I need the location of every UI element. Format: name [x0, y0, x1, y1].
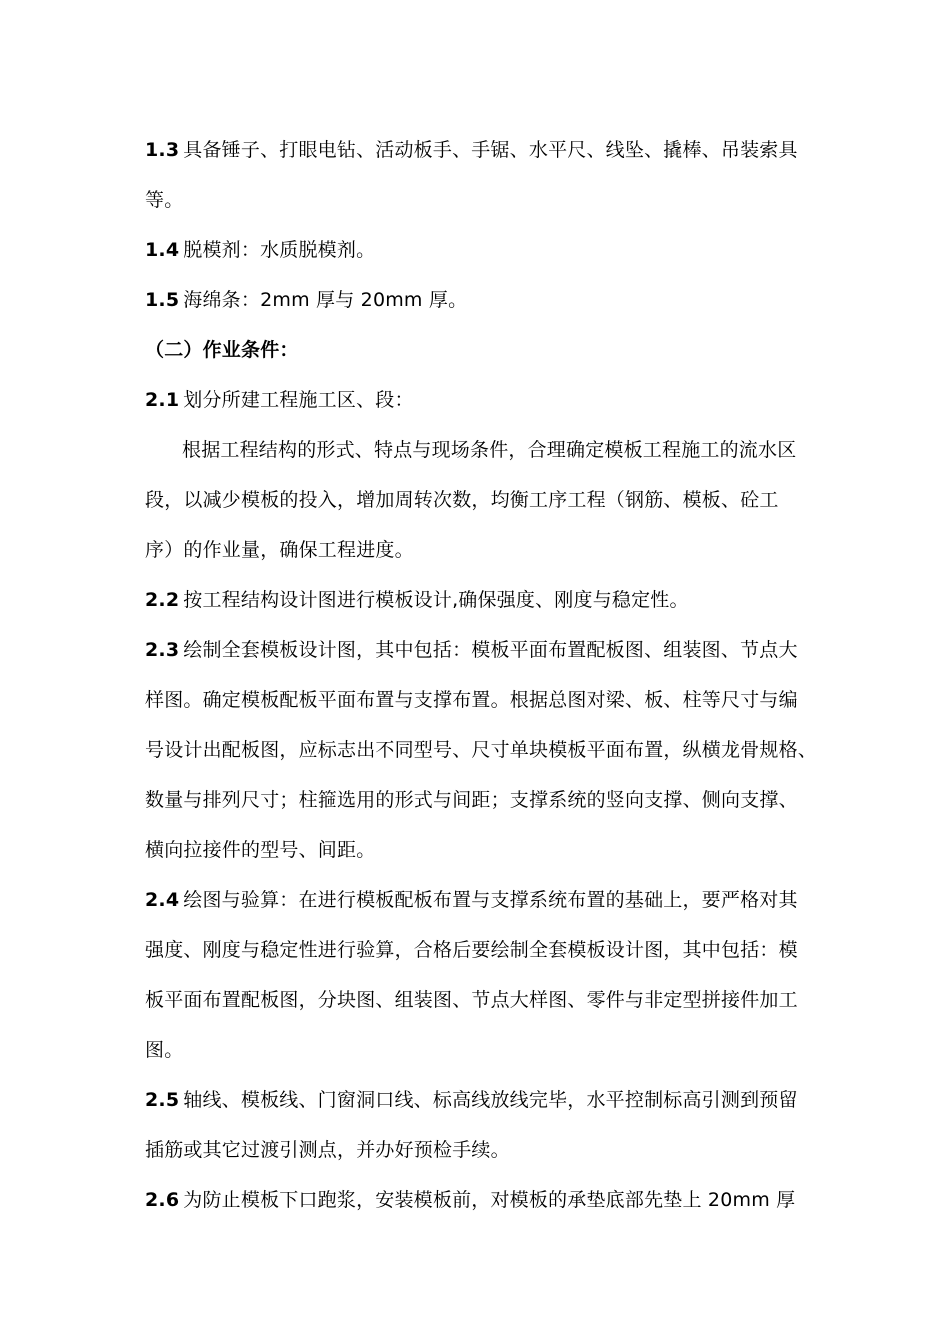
paragraph-text: 横向拉接件的型号、间距。	[145, 839, 376, 861]
paragraph-1-4	[145, 238, 375, 262]
paragraph-text: 图。	[145, 1039, 184, 1061]
paragraph-2-1	[145, 388, 414, 412]
paragraph-text: 绘图与验算：在进行模板配板布置与支撑系统布置的基础上，要严格对其	[183, 889, 798, 911]
paragraph-2-5-cont	[145, 1138, 510, 1162]
paragraph-text: 号设计出配板图，应标志出不同型号、尺寸单块模板平面布置，纵横龙骨规格、	[145, 739, 818, 761]
paragraph-text: 板平面布置配板图，分块图、组装图、节点大样图、零件与非定型拼接件加工	[145, 989, 798, 1011]
item-number: 2.5	[145, 1089, 180, 1111]
item-number: 2.6	[145, 1189, 180, 1211]
paragraph-2-2	[145, 588, 689, 612]
paragraph-2-3-cont	[145, 688, 798, 712]
paragraph-2-6	[145, 1188, 795, 1212]
item-number: 2.3	[145, 639, 180, 661]
paragraph-text: 等。	[145, 189, 184, 211]
paragraph-2-1-body-cont	[145, 488, 779, 512]
paragraph-2-4-cont	[145, 988, 798, 1012]
item-number: 1.4	[145, 239, 180, 261]
paragraph-text: 段，以减少模板的投入，增加周转次数，均衡工序工程（钢筋、模板、砼工	[145, 489, 779, 511]
paragraph-text: 数量与排列尺寸；柱箍选用的形式与间距；支撑系统的竖向支撑、侧向支撑、	[145, 789, 798, 811]
section-heading-work-conditions	[145, 338, 299, 362]
paragraph-1-3-cont	[145, 188, 183, 212]
paragraph-text: 划分所建工程施工区、段：	[183, 389, 414, 411]
paragraph-text: 根据工程结构的形式、特点与现场条件，合理确定模板工程施工的流水区	[182, 439, 797, 461]
paragraph-1-5	[145, 288, 467, 312]
paragraph-2-4	[145, 888, 798, 912]
paragraph-text: 绘制全套模板设计图，其中包括：模板平面布置配板图、组装图、节点大	[183, 639, 798, 661]
item-number: 1.3	[145, 139, 180, 161]
paragraph-2-3-cont	[145, 738, 817, 762]
paragraph-2-5	[145, 1088, 798, 1112]
item-number: 1.5	[145, 289, 180, 311]
paragraph-2-3-cont	[145, 838, 375, 862]
paragraph-2-3-cont	[145, 788, 798, 812]
paragraph-text: 样图。确定模板配板平面布置与支撑布置。根据总图对梁、板、柱等尺寸与编	[145, 689, 798, 711]
heading-text: （二）作业条件：	[145, 339, 299, 361]
paragraph-1-3	[145, 138, 798, 162]
item-number: 2.1	[145, 389, 180, 411]
item-number: 2.2	[145, 589, 180, 611]
paragraph-2-4-cont	[145, 938, 798, 962]
paragraph-text: 插筋或其它过渡引测点，并办好预检手续。	[145, 1139, 510, 1161]
paragraph-2-1-body	[182, 438, 796, 462]
paragraph-text: 强度、刚度与稳定性进行验算，合格后要绘制全套模板设计图，其中包括：模	[145, 939, 798, 961]
paragraph-2-4-cont	[145, 1038, 183, 1062]
paragraph-text: 轴线、模板线、门窗洞口线、标高线放线完毕，水平控制标高引测到预留	[183, 1089, 798, 1111]
paragraph-text: 按工程结构设计图进行模板设计,确保强度、刚度与稳定性。	[183, 589, 689, 611]
paragraph-text: 为防止模板下口跑浆，安装模板前，对模板的承垫底部先垫上 20mm 厚	[183, 1189, 796, 1211]
paragraph-text: 具备锤子、打眼电钻、活动板手、手锯、水平尺、线坠、撬棒、吊装索具	[183, 139, 798, 161]
paragraph-text: 脱模剂：水质脱模剂。	[183, 239, 376, 261]
paragraph-text: 序）的作业量，确保工程进度。	[145, 539, 414, 561]
paragraph-2-1-body-cont	[145, 538, 414, 562]
item-number: 2.4	[145, 889, 180, 911]
paragraph-2-3	[145, 638, 798, 662]
paragraph-text: 海绵条：2mm 厚与 20mm 厚。	[183, 289, 468, 311]
